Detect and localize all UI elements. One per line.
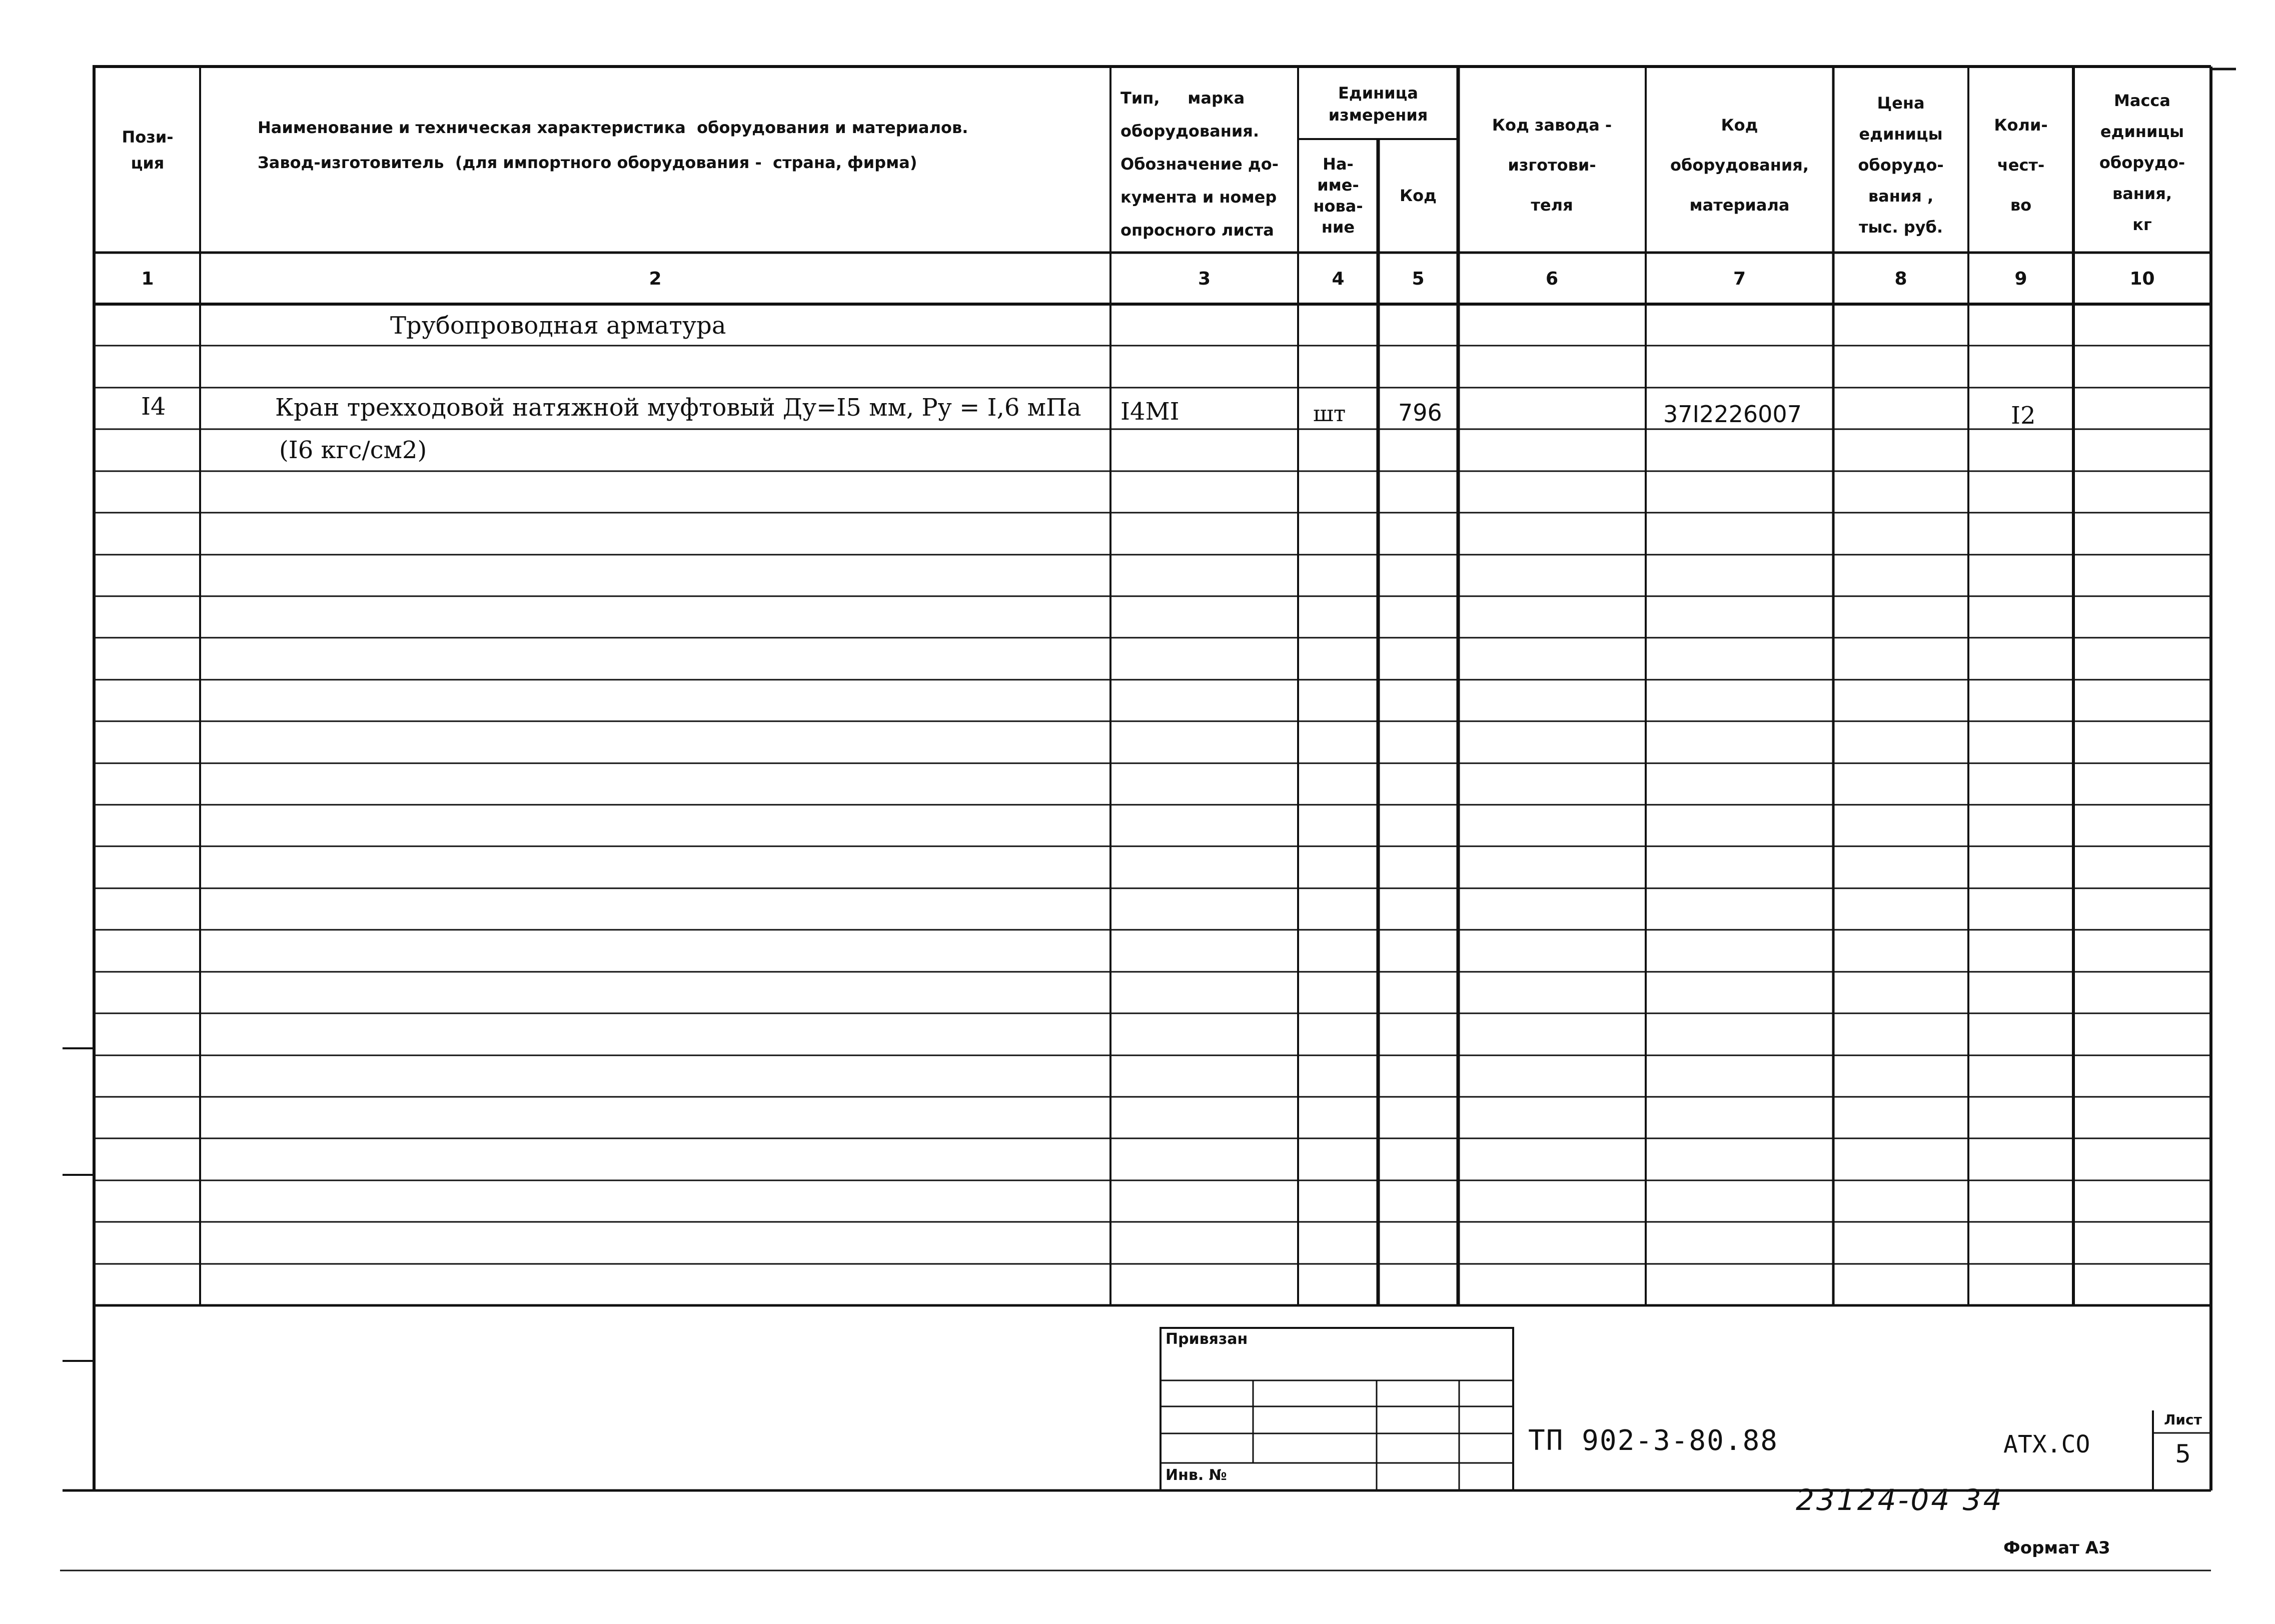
header-unit-price: Цена единицы оборудо- вания , тыс. руб. (1858, 94, 1944, 237)
header-unit-code: Код (1400, 186, 1437, 205)
item-quantity: I2 (2011, 402, 2036, 430)
item-name: Кран трехходовой натяжной муфтовый Ду=I5 мм, Ру = I,6 мПа (275, 394, 1081, 422)
item-unit-code: 796 (1398, 399, 1442, 426)
column-number-7: 7 (1733, 268, 1746, 289)
item-equipment-code: 37I2226007 (1663, 401, 1802, 428)
header-unit-name: На- име- нова- ние (1313, 155, 1363, 237)
document-section: АТХ.СО (2003, 1430, 2090, 1458)
column-number-2: 2 (649, 268, 662, 289)
item-name-continuation: (I6 кгс/см2) (279, 436, 427, 464)
header-position: Пози- ция (122, 128, 174, 173)
column-number-9: 9 (2014, 268, 2027, 289)
item-position: I4 (141, 393, 166, 421)
column-number-4: 4 (1332, 268, 1345, 289)
item-type: I4МI (1120, 398, 1180, 426)
section-title: Трубопроводная арматура (390, 312, 726, 340)
column-number-1: 1 (141, 268, 154, 289)
column-number-10: 10 (2129, 268, 2155, 289)
column-number-6: 6 (1545, 268, 1559, 289)
document-code: ТП 902-3-80.88 (1528, 1424, 1779, 1457)
stamp-privyazan: Привязан (1166, 1330, 1248, 1348)
handwritten-number: 23124-04 34 (1796, 1483, 2004, 1517)
stamp-inv-no: Инв. № (1166, 1466, 1227, 1484)
header-name: Наименование и техническая характеристика оборудования и материалов. Завод-изготовитель (для импортного оборудования - страна, фирма) (258, 118, 968, 172)
sheet-number: 5 (2175, 1439, 2191, 1468)
column-number-5: 5 (1412, 268, 1425, 289)
header-mass: Масса единицы оборудо- вания, кг (2099, 91, 2185, 234)
header-unit-group: Единица измерения (1328, 84, 1428, 125)
column-number-3: 3 (1198, 268, 1211, 289)
header-equipment-code: Код оборудования, материала (1670, 116, 1809, 215)
item-unit-name: шт (1313, 401, 1346, 427)
header-manufacturer-code: Код завода - изготови- теля (1492, 116, 1612, 215)
format-label: Формат А3 (2003, 1538, 2110, 1558)
column-number-8: 8 (1894, 268, 1907, 289)
header-type: Тип, марка оборудования. Обозначение до- кумента и номер опросного листа (1120, 88, 1279, 240)
header-quantity: Коли- чест- во (1994, 116, 2048, 215)
sheet-label: Лист (2164, 1411, 2202, 1428)
